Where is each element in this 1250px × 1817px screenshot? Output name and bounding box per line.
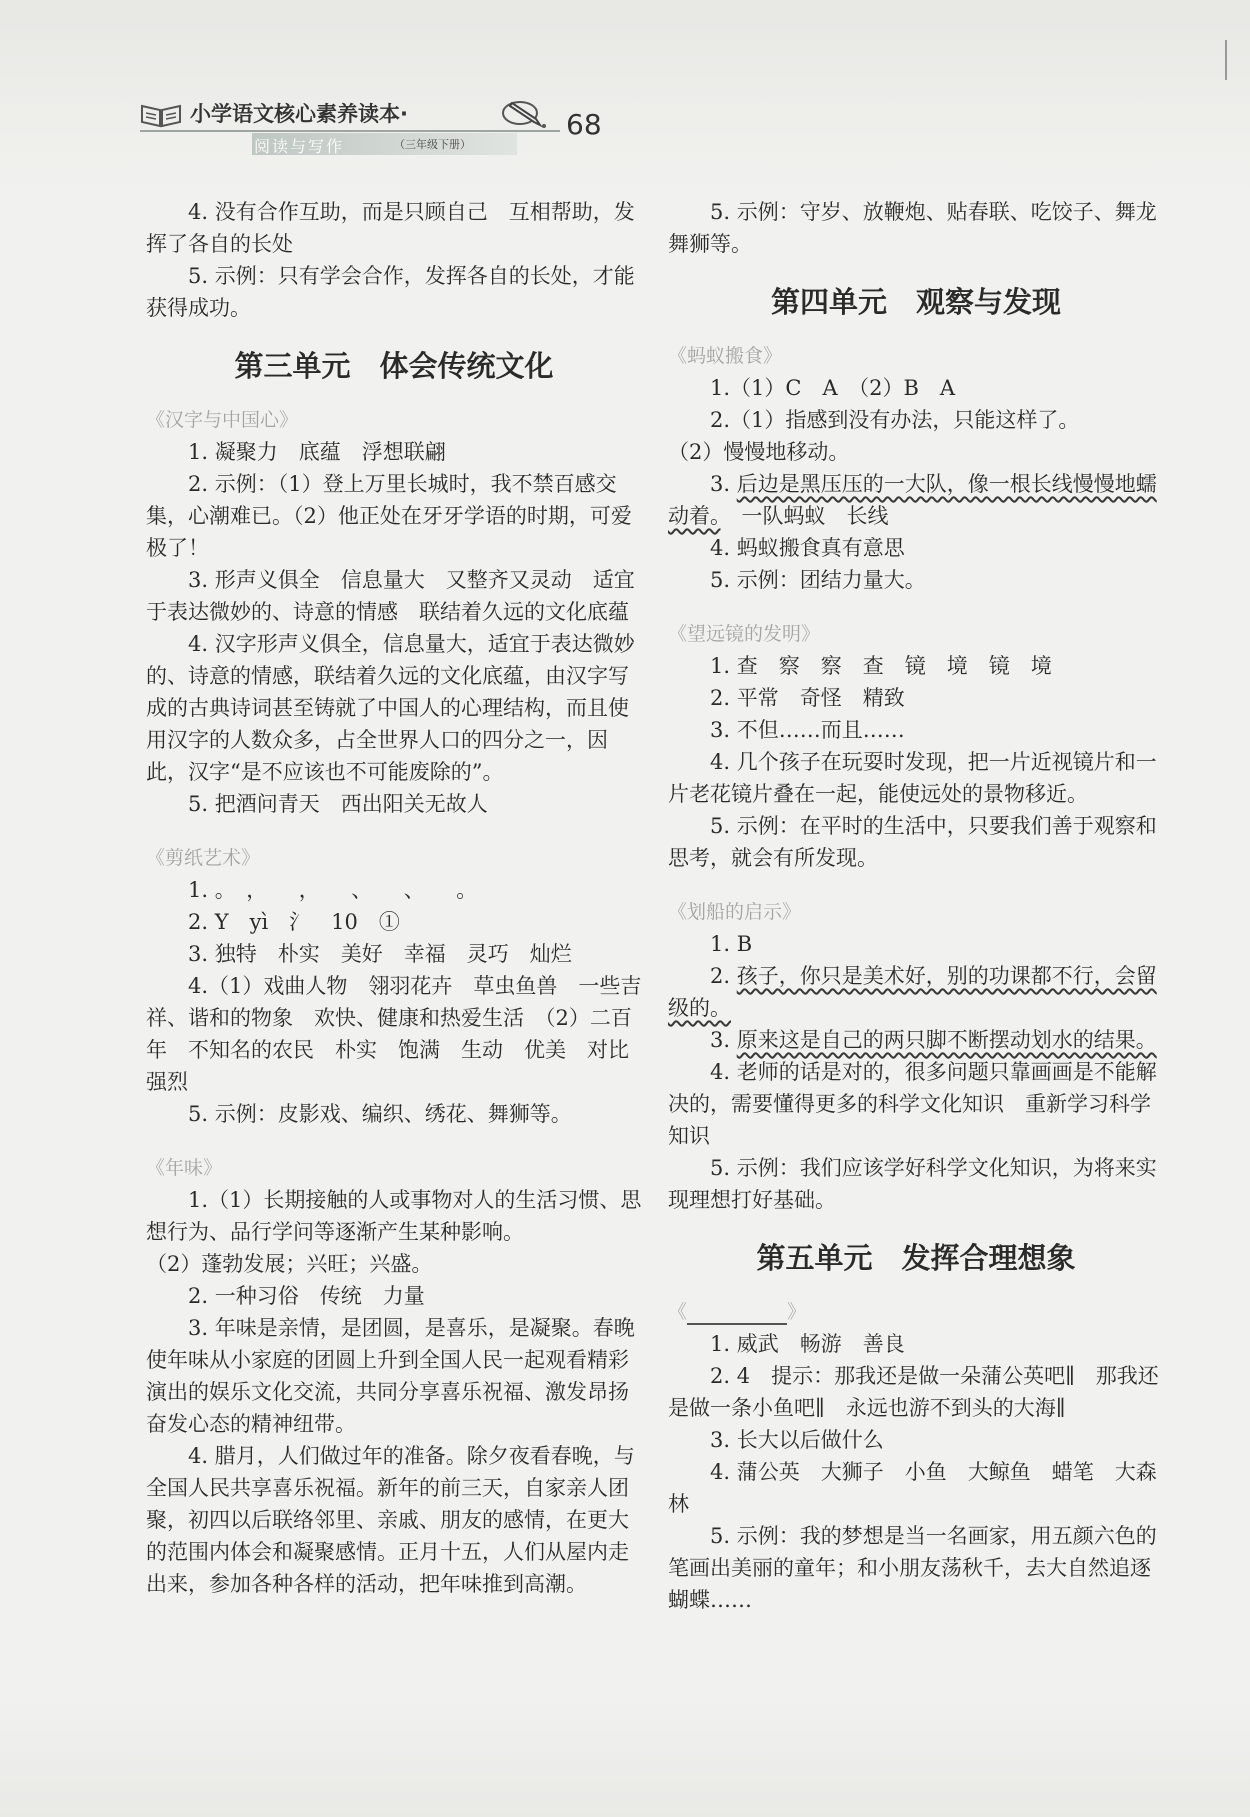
answer-line: 4. 没有合作互助，而是只顾自己 互相帮助，发挥了各自的长处 xyxy=(146,200,635,256)
pencil-icon xyxy=(500,96,548,130)
answer-line: 4. 汉字形声义俱全，信息量大，适宜于表达微妙的、诗意的情感，联结着久远的文化底蕴，由汉字写成的古典诗词甚至铸就了中国人的心理结构，而且使用汉字的人数众多，占全世界人口的四分之一，因此，汉字“是不应该也不可能废除的”。 xyxy=(146,632,635,784)
answer-number: 3. xyxy=(710,472,737,496)
answer-number: 2. xyxy=(710,964,737,988)
answer-line: 1.（1）长期接触的人或事物对人的生活习惯、思想行为、品行学问等逐渐产生某种影响。 xyxy=(146,1188,642,1244)
answer-line: 5. 示例：我的梦想是当一名画家，用五颜六色的笔画出美丽的童年；和小朋友荡秋千，去大自然追逐蝴蝶…… xyxy=(668,1524,1157,1612)
book-title: 小学语文核心素养读本· xyxy=(190,102,408,126)
section-title: 《蚂蚁搬食》 xyxy=(668,345,783,367)
answer-line: 2.（1）指感到没有办法，只能这样了。 xyxy=(710,408,1080,432)
page-number: 68 xyxy=(566,108,602,141)
answer-line: 5. 示例：在平时的生活中，只要我们善于观察和思考，就会有所发现。 xyxy=(668,814,1157,870)
subtitle: 阅读与写作 xyxy=(254,137,345,156)
answer-line: 4. 几个孩子在玩耍时发现，把一片近视镜片和一片老花镜片叠在一起，能使远处的景物移近。 xyxy=(668,750,1157,806)
section-title: 《汉字与中国心》 xyxy=(146,409,299,431)
section-title-blank xyxy=(668,1296,1164,1328)
answer-line: 5. 示例：只有学会合作，发挥各自的长处，才能获得成功。 xyxy=(146,264,635,320)
unit-heading: 第五单元 发挥合理想象 xyxy=(756,1241,1076,1275)
answer-line: （2）慢慢地移动。 xyxy=(668,440,850,464)
answer-line: 2. 一种习俗 传统 力量 xyxy=(188,1284,425,1308)
header-rule xyxy=(140,130,560,132)
answer-line: 5. 示例：皮影戏、编织、绣花、舞狮等。 xyxy=(188,1102,572,1126)
edge-mark xyxy=(1225,40,1227,80)
wavy-underlined-sentence: 后边是黑压压的一大队，像一根长线慢慢地蠕动着。 xyxy=(668,472,1157,528)
answer-line: 1. 。 ， ， 、 、 。 xyxy=(188,878,478,902)
answer-line: 3. 长大以后做什么 xyxy=(710,1428,884,1452)
unit-heading: 第四单元 观察与发现 xyxy=(770,285,1061,319)
answer-line: 2. 4 提示：那我还是做一朵蒲公英吧∥ 那我还是做一条小鱼吧∥ 永远也游不到头的大海∥ xyxy=(668,1364,1159,1420)
section-title: 《剪纸艺术》 xyxy=(146,847,261,869)
answer-line: 1. 查 察 察 查 镜 境 镜 境 xyxy=(710,654,1052,678)
answer-line: 2. 平常 奇怪 精致 xyxy=(710,686,905,710)
section-title: 《划船的启示》 xyxy=(668,901,802,923)
answer-line: 1. 威武 畅游 善良 xyxy=(710,1332,905,1356)
answer-number: 3. xyxy=(710,1028,737,1052)
open-bracket: 《 xyxy=(668,1301,688,1323)
answer-line: 3. 年味是亲情，是团圆，是喜乐，是凝聚。春晚使年味从小家庭的团圆上升到全国人民一起观看精彩演出的娱乐文化交流，共同分享喜乐祝福、激发昂扬奋发心态的精神纽带。 xyxy=(146,1316,635,1436)
section-title: 《年味》 xyxy=(146,1157,223,1179)
bottom-background xyxy=(0,1697,1250,1817)
answer-line: 5. 示例：团结力量大。 xyxy=(710,568,926,592)
answer-line: 1.（1）C A （2）B A xyxy=(710,376,956,400)
answer-line: 3. 独特 朴实 美好 幸福 灵巧 灿烂 xyxy=(188,942,572,966)
answer-line: 5. 示例：守岁、放鞭炮、贴春联、吃饺子、舞龙舞狮等。 xyxy=(668,200,1157,256)
grade-label: （三年级下册） xyxy=(394,138,471,151)
answer-line: （2）蓬勃发展；兴旺；兴盛。 xyxy=(146,1252,433,1276)
book-icon xyxy=(140,102,182,128)
section-title: 《望远镜的发明》 xyxy=(668,623,821,645)
blank-line xyxy=(687,1301,787,1325)
answer-line: 2. Y yì 氵 10 ① xyxy=(188,910,400,934)
answer-line: 4. 腊月，人们做过年的准备。除夕夜看春晚，与全国人民共享喜乐祝福。新年的前三天，自家亲人团聚，初四以后联络邻里、亲戚、朋友的感情，在更大的范围内体会和凝聚感情。正月十五，人们从屋内走出来，参加各种各样的活动，把年味推到高潮。 xyxy=(146,1444,635,1596)
answer-line: 1. 凝聚力 底蕴 浮想联翩 xyxy=(188,440,446,464)
close-bracket: 》 xyxy=(787,1301,807,1323)
answer-line xyxy=(668,468,1164,532)
answer-line xyxy=(668,960,1164,1024)
answer-line: 3. 不但……而且…… xyxy=(710,718,905,742)
answer-line: 5. 示例：我们应该学好科学文化知识，为将来实现理想打好基础。 xyxy=(668,1156,1157,1212)
answer-line: 5. 把酒问青天 西出阳关无故人 xyxy=(188,792,488,816)
answer-rest: 一队蚂蚁 长线 xyxy=(720,504,889,528)
answer-line: 2. 示例：（1）登上万里长城时，我不禁百感交集，心潮难已。（2）他正处在牙牙学语的时期，可爱极了！ xyxy=(146,472,632,560)
answer-line: 3. 形声义俱全 信息量大 又整齐又灵动 适宜于表达微妙的、诗意的情感 联结着久远的文化底蕴 xyxy=(146,568,635,624)
answer-line: 4. 蚂蚁搬食真有意思 xyxy=(710,536,905,560)
left-column xyxy=(146,196,642,1600)
wavy-underlined-sentence: 原来这是自己的两只脚不断摆动划水的结果。 xyxy=(736,1028,1157,1052)
answer-line: 4.（1）戏曲人物 翎羽花卉 草虫鱼兽 一些吉祥、谐和的物象 欢快、健康和热爱生活 （2）二百年 不知名的农民 朴实 饱满 生动 优美 对比强烈 xyxy=(146,974,642,1094)
answer-line: 1. B xyxy=(710,932,753,956)
answer-line xyxy=(668,1024,1164,1056)
right-column xyxy=(668,196,1164,1616)
wavy-underlined-sentence: 孩子，你只是美术好，别的功课都不行，会留级的。 xyxy=(668,964,1157,1020)
answer-line: 4. 蒲公英 大狮子 小鱼 大鲸鱼 蜡笔 大森林 xyxy=(668,1460,1157,1516)
unit-heading: 第三单元 体会传统文化 xyxy=(234,349,554,383)
answer-line: 4. 老师的话是对的，很多问题只靠画画是不能解决的，需要懂得更多的科学文化知识 重新学习科学知识 xyxy=(668,1060,1157,1148)
